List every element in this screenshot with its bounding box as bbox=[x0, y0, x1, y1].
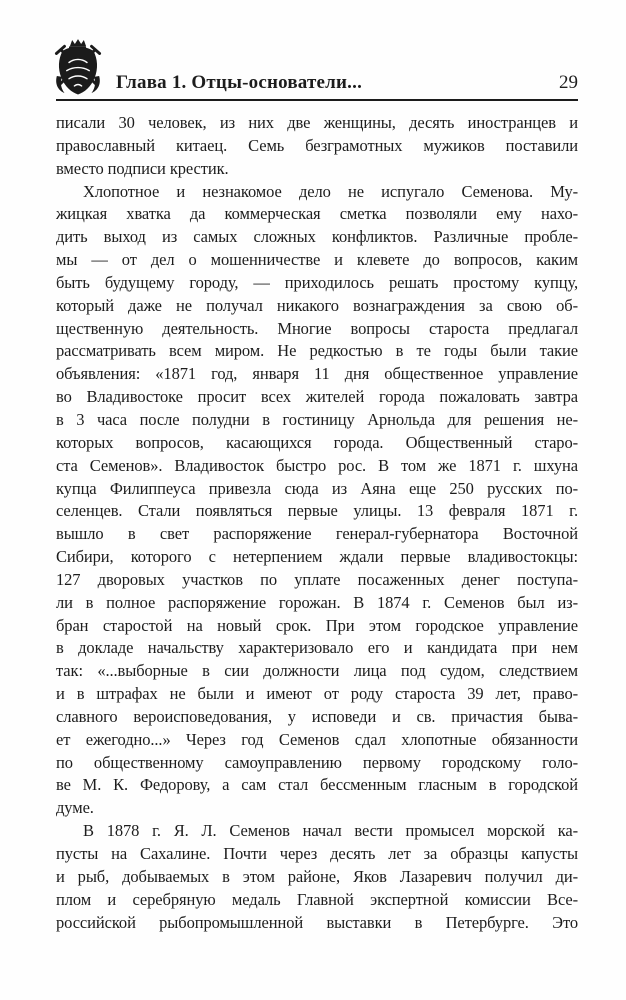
text-line: ли в полное распоряжение горожан. В 1874 г. Семенов был из- bbox=[56, 592, 578, 612]
text-line: думе. bbox=[56, 798, 94, 818]
text-line: плом и серебряную медаль Главной экспертной комиссии Все- bbox=[56, 889, 578, 909]
text-line: рассматривать всем миром. Не редкостью в те годы были такие bbox=[56, 341, 578, 361]
running-head bbox=[56, 72, 578, 94]
text-line: которых вопросов, касающихся города. Общественный старо- bbox=[56, 432, 578, 452]
page-number: 29 bbox=[559, 72, 578, 93]
text-line: мы — от дел о мошенничестве и клевете до вопросов, каким bbox=[56, 250, 578, 270]
text-line: В 1878 г. Я. Л. Семенов начал вести промысел морской ка- bbox=[83, 821, 578, 841]
text-line: во Владивостоке просит всех жителей города пожаловать завтра bbox=[56, 387, 578, 407]
text-line: российской рыбопромышленной выставки в Петербурге. Это bbox=[56, 912, 578, 932]
text-line: купца Филиппеуса привезла сюда из Аяна еще 250 русских по- bbox=[56, 478, 578, 498]
text-line: и рыб, добываемых в этом районе, Яков Лазаревич получил ди- bbox=[56, 866, 578, 886]
page-header bbox=[56, 0, 578, 101]
text-line: в докладе начальству характеризовало его и кандидата при нем bbox=[56, 638, 578, 658]
text-line: бран старостой на новый срок. При этом городское управление bbox=[56, 615, 578, 635]
text-line: ста Семенов». Владивосток быстро рос. В том же 1871 г. шхуна bbox=[56, 455, 578, 475]
page-body-text bbox=[56, 112, 578, 934]
text-line: славного вероисповедования, у исповеди и св. причастия быва- bbox=[56, 706, 578, 726]
text-line: ве М. К. Федорову, а сам стал бессменным гласным в городской bbox=[56, 775, 578, 795]
chapter-title: Глава 1. Отцы-основатели... bbox=[116, 72, 363, 93]
text-line: селенцев. Стали появляться первые улицы. 13 февраля 1871 г. bbox=[56, 501, 578, 521]
text-line: объявления: «1871 год, января 11 дня общественное управление bbox=[56, 364, 578, 384]
text-line: вышло в свет распоряжение генерал-губернатора Восточной bbox=[56, 524, 578, 544]
text-line: писали 30 человек, из них две женщины, десять иностранцев и bbox=[56, 113, 578, 132]
page-content bbox=[56, 0, 578, 934]
text-line: быть будущему городу, — приходилось решать простому купцу, bbox=[56, 272, 578, 292]
text-line: дить выход из самых сложных конфликтов. Различные пробле- bbox=[56, 227, 578, 247]
text-line: Сибири, которого с нетерпением ждали первые владивостокцы: bbox=[56, 547, 578, 567]
text-line: который даже не получал никакого вознаграждения за свою об- bbox=[56, 295, 578, 315]
text-line: щественную деятельность. Многие вопросы староста предлагал bbox=[56, 318, 578, 338]
text-line: пусты на Сахалине. Почти через десять лет за образцы капусты bbox=[56, 844, 578, 863]
text-line: православный китаец. Семь безграмотных мужиков поставили bbox=[56, 135, 578, 155]
text-line: вместо подписи крестик. bbox=[56, 158, 229, 178]
text-line: и в штрафах не были и имеют от роду староста 39 лет, право- bbox=[56, 684, 578, 704]
text-line: так: «...выборные в сии должности лица под судом, следствием bbox=[56, 661, 578, 681]
text-line: по общественному самоуправлению первому городскому голо- bbox=[56, 752, 578, 772]
text-line: 127 дворовых участков по уплате посаженных денег поступа- bbox=[56, 569, 578, 589]
text-line: жицкая хватка да коммерческая сметка позволяли ему нахо- bbox=[56, 204, 578, 224]
text-line: Хлопотное и незнакомое дело не испугало Семенова. Му- bbox=[83, 181, 578, 201]
text-line: в 3 часа после полудни в гостиницу Арнольда для решения не- bbox=[56, 409, 578, 429]
text-line: ет ежегодно...» Через год Семенов сдал хлопотные обязанности bbox=[56, 729, 578, 749]
